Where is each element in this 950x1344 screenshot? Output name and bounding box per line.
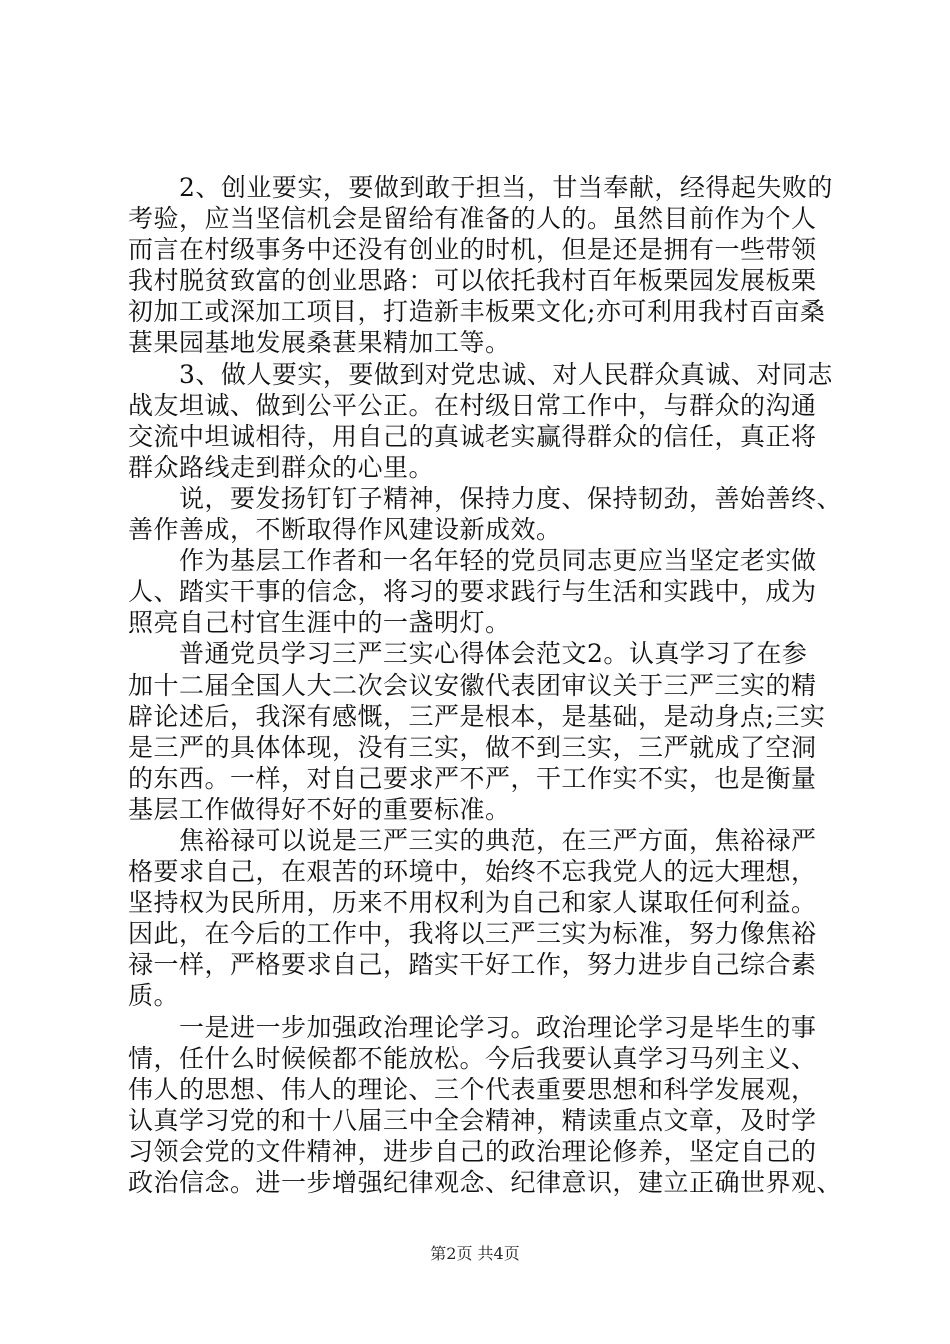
- text-line: 习领会党的文件精神，进步自己的政治理论修养，坚定自己的: [128, 1136, 817, 1166]
- text-line: 战友坦诚、做到公平公正。在村级日常工作中，与群众的沟通: [128, 390, 817, 420]
- text-line: 加十二届全国人大二次会议安徽代表团审议关于三严三实的精: [128, 670, 817, 700]
- text-line: 基层工作做得好不好的重要标准。: [128, 794, 511, 824]
- text-line: 政治信念。进一步增强纪律观念、纪律意识，建立正确世界观、: [128, 1168, 843, 1197]
- text-line: 质。: [128, 981, 180, 1011]
- text-line: 照亮自己村官生涯中的一盏明灯。: [128, 608, 511, 638]
- text-line: 我村脱贫致富的创业思路：可以依托我村百年板栗园发展板栗: [128, 266, 817, 296]
- body-text: [128, 172, 843, 1198]
- text-line: 葚果园基地发展桑葚果精加工等。: [128, 328, 511, 358]
- text-line: 3、做人要实，要做到对党忠诚、对人民群众真诚、对同志: [128, 359, 833, 389]
- text-line: 伟人的思想、伟人的理论、三个代表重要思想和科学发展观，: [128, 1074, 817, 1104]
- text-line: 焦裕禄可以说是三严三实的典范，在三严方面，焦裕禄严: [128, 825, 817, 855]
- text-line: 交流中坦诚相待，用自己的真诚老实赢得群众的信任，真正将: [128, 421, 817, 451]
- text-line: 认真学习党的和十八届三中全会精神，精读重点文章，及时学: [128, 1105, 817, 1135]
- text-line: 人、踏实干事的信念，将习的要求践行与生活和实践中，成为: [128, 577, 817, 607]
- text-line: 说，要发扬钉钉子精神，保持力度、保持韧劲，善始善终、: [128, 483, 843, 513]
- text-line: 考验，应当坚信机会是留给有准备的人的。虽然目前作为个人: [128, 204, 817, 234]
- text-line: 坚持权为民所用，历来不用权利为自己和家人谋取任何利益。: [128, 888, 817, 918]
- text-line: 禄一样，严格要求自己，踏实干好工作，努力进步自己综合素: [128, 950, 817, 980]
- text-line: 是三严的具体体现，没有三实，做不到三实，三严就成了空洞: [128, 732, 817, 762]
- text-line: 情，任什么时候候都不能放松。今后我要认真学习马列主义、: [128, 1043, 817, 1073]
- text-line: 群众路线走到群众的心里。: [128, 452, 435, 482]
- text-line: 辟论述后，我深有感慨，三严是根本，是基础，是动身点;三实: [128, 701, 826, 731]
- text-line: 普通党员学习三严三实心得体会范文2。认真学习了在参: [128, 639, 808, 669]
- page-number-footer: 第2页 共4页: [430, 1244, 520, 1263]
- text-line: 一是进一步加强政治理论学习。政治理论学习是毕生的事: [128, 1012, 817, 1042]
- text-line: 善作善成，不断取得作风建设新成效。: [128, 515, 562, 545]
- text-line: 2、创业要实，要做到敢于担当，甘当奉献，经得起失败的: [128, 173, 833, 202]
- text-line: 格要求自己，在艰苦的环境中，始终不忘我党人的远大理想，: [128, 857, 817, 887]
- text-line: 的东西。一样，对自己要求严不严，干工作实不实，也是衡量: [128, 763, 817, 793]
- text-line: 初加工或深加工项目，打造新丰板栗文化;亦可利用我村百亩桑: [128, 297, 826, 327]
- text-line: 而言在村级事务中还没有创业的时机，但是还是拥有一些带领: [128, 235, 817, 265]
- text-line: 作为基层工作者和一名年轻的党员同志更应当坚定老实做: [128, 546, 817, 576]
- text-line: 因此，在今后的工作中，我将以三严三实为标准，努力像焦裕: [128, 919, 817, 949]
